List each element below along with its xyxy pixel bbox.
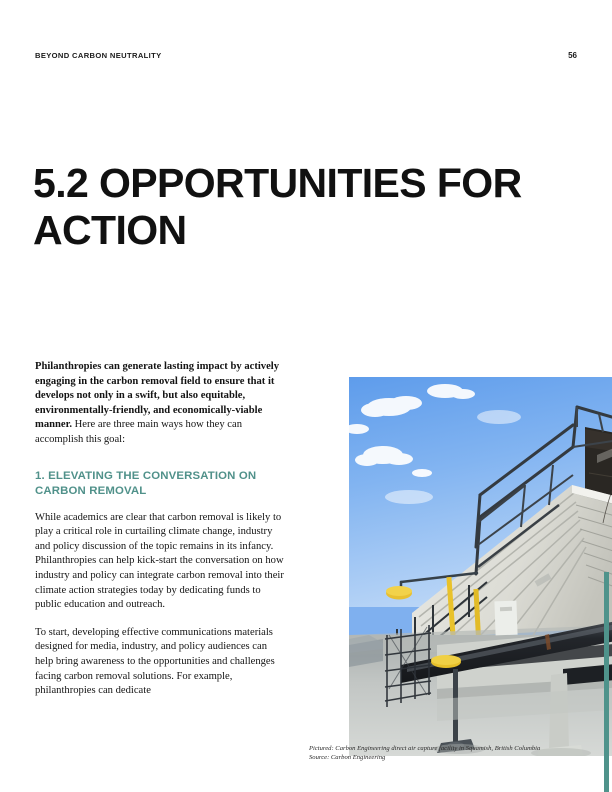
page-number: 56 <box>568 51 577 60</box>
running-header <box>35 51 577 65</box>
figure-caption <box>309 744 599 763</box>
section-heading-elevating-the-conversation: 1. ELEVATING THE CONVERSATION ON CARBON REMOVAL <box>35 469 257 498</box>
text-column <box>35 360 287 712</box>
figure-caption-line-2: Source: Carbon Engineering <box>309 754 386 762</box>
photo-image <box>349 377 612 756</box>
page-title: 5.2 OPPORTUNITIES FOR ACTION <box>33 160 522 254</box>
edge-accent-bar <box>604 572 609 792</box>
figure-direct-air-capture-facility <box>349 377 612 756</box>
figure-caption-line-1: Pictured: Carbon Engineering direct air capture facility in Squamish, British Columbia <box>309 745 541 752</box>
body-paragraph-1: While academics are clear that carbon removal is likely to play a critical role in curtailing climate change, industry and policy discussion of the topic remains in its infancy. Philanthropies can help kick-start the conversation on how industry and policy can integrate carbon removal into their climate action strategies today by dedicating funds to public education and outreach. <box>35 511 284 611</box>
body-paragraph-2: To start, developing effective communications materials designed for media, industry, and policy audiences can help bring awareness to the opportunities and challenges facing carbon removal solutions. For example, philanthropies can dedicate <box>35 626 275 697</box>
lede-rest-text: Here are three main ways how they can accomplish this goal: <box>35 419 243 445</box>
lede-bold-text: Philanthropies can generate lasting impact by actively engaging in the carbon removal field to ensure that it develops not only in a swift, but also equitable, environmentally-friendly, and economically-viable manner. <box>35 361 280 431</box>
lede-paragraph <box>35 360 287 448</box>
document-title-header: BEYOND CARBON NEUTRALITY <box>35 51 162 60</box>
